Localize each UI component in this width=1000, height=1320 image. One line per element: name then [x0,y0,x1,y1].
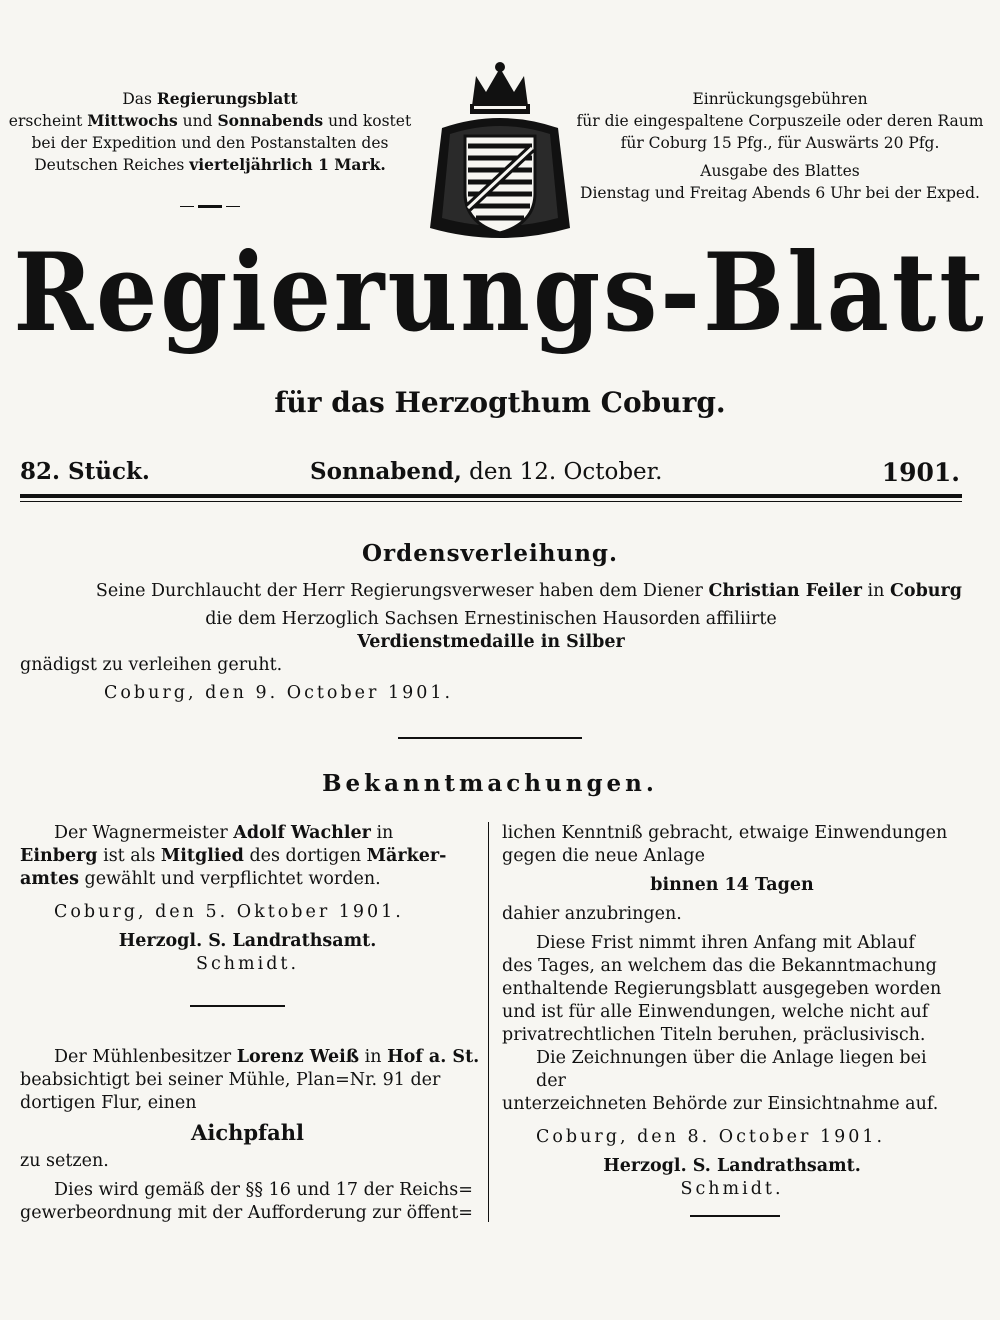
text-bold: Mitglied [160,846,244,866]
object-name: Aichpfahl [191,1120,304,1145]
note-text: Dienstag und Freitag Abends 6 Uhr bei der Exped. [580,184,980,202]
issue-number: 82. Stück. [20,458,150,485]
left-column [20,822,480,1225]
orden-place: Coburg [889,581,962,601]
section-divider [398,737,582,739]
text-part: gewählt und verpflichtet worden. [78,869,381,889]
issue-date [310,458,662,485]
orden-text-part: in [861,581,890,601]
text-part: dahier anzubringen. [502,904,682,924]
note-text: Einrückungsgebühren [692,90,868,108]
subscription-note [0,88,420,176]
office-name: Herzogl. S. Landrathsamt. [603,1156,861,1176]
issue-date-text: den 12. October. [461,459,663,485]
coat-of-arms-icon [420,58,580,243]
note-text: für die eingespaltene Corpuszeile oder deren Raum [576,112,984,130]
right-column [502,822,962,1201]
text-part: Die Zeichnungen über die Anlage liegen bei der [536,1048,927,1091]
column-rule [488,822,489,1222]
newspaper-subtitle: für das Herzogthum Coburg. [274,386,726,419]
header-rule-thin [20,501,962,502]
note-bold: Mittwochs [87,111,178,130]
note-text: Deutschen Reiches [34,156,190,174]
orden-text-part: die dem Herzoglich Sachsen Ernestinischen Hausorden affiliirte [205,609,777,629]
note-text: Das [122,90,157,108]
note-text: Ausgabe des Blattes [700,162,860,180]
signature: Schmidt. [195,954,300,974]
orden-text-part: gnädigst zu verleihen geruht. [20,655,283,675]
note-text: und kostet [323,112,412,130]
note-text: für Coburg 15 Pfg., für Auswärts 20 Pfg. [620,134,940,152]
issue-year: 1901. [881,458,960,487]
ornament-dash [198,205,222,208]
deadline: binnen 14 Tagen [650,875,814,895]
dateline: Coburg, den 8. October 1901. [536,1127,886,1147]
text-part: gewerbeordnung mit der Aufforderung zur öffent= [20,1203,473,1223]
end-divider [690,1215,780,1217]
issue-day: Sonnabend, [310,458,462,485]
text-part: zu setzen. [20,1151,109,1171]
text-part: gegen die neue Anlage [502,846,705,866]
text-part: des Tages, an welchem das die Bekanntmachung [502,956,937,976]
text-part: in [359,1047,388,1067]
place-name: Einberg [20,846,98,866]
note-text: erscheint [8,112,88,130]
text-part: Der Mühlenbesitzer [54,1047,237,1067]
text-part: und ist für alle Einwendungen, welche nicht auf [502,1002,929,1022]
text-bold: Märker- [366,846,447,866]
section-heading-bekannt: Bekanntmachungen. [322,770,658,797]
text-part: unterzeichneten Behörde zur Einsichtnahme auf. [502,1094,939,1114]
orden-dateline: Coburg, den 9. October 1901. [104,683,454,703]
fees-note [575,88,985,204]
text-part: enthaltende Regierungsblatt ausgegeben worden [502,979,942,999]
person-name: Adolf Wachler [233,823,371,843]
text-bold: amtes [20,869,79,889]
note-text: und [177,112,218,130]
text-part: dortigen Flur, einen [20,1093,197,1113]
dateline: Coburg, den 5. Oktober 1901. [54,902,404,922]
place-name: Hof a. St. [387,1047,480,1067]
office-name: Herzogl. S. Landrathsamt. [118,931,377,951]
text-part: des dortigen [243,846,367,866]
text-part: Der Wagnermeister [54,823,234,843]
note-bold: Sonnabends [217,111,324,130]
note-text: bei der Expedition und den Postanstalten des [31,134,389,152]
orden-text [20,580,962,705]
newspaper-title: Regierungs-Blatt [13,229,987,356]
text-part: in [370,823,394,843]
orden-medal: Verdienstmedaille in Silber [357,632,625,652]
text-part: beabsichtigt bei seiner Mühle, Plan=Nr. 91 der [20,1070,441,1090]
text-part: lichen Kenntniß gebracht, etwaige Einwendungen [502,823,948,843]
text-part: ist als [97,846,161,866]
note-bold: Regierungsblatt [156,89,298,108]
person-name: Lorenz Weiß [236,1047,360,1067]
notice-divider [190,1005,285,1007]
text-part: Dies wird gemäß der §§ 16 und 17 der Reichs= [54,1180,473,1200]
orden-name: Christian Feiler [708,581,862,601]
signature: Schmidt. [680,1179,784,1199]
text-part: Diese Frist nimmt ihren Anfang mit Ablauf [536,933,915,953]
header-rule [20,494,962,498]
section-heading-orden: Ordensverleihung. [361,540,619,567]
orden-text-part: Seine Durchlaucht der Herr Regierungsverweser haben dem Diener [95,581,709,601]
text-part: privatrechtlichen Titeln beruhen, präclusivisch. [502,1025,926,1045]
note-bold: vierteljährlich 1 Mark. [189,155,386,174]
